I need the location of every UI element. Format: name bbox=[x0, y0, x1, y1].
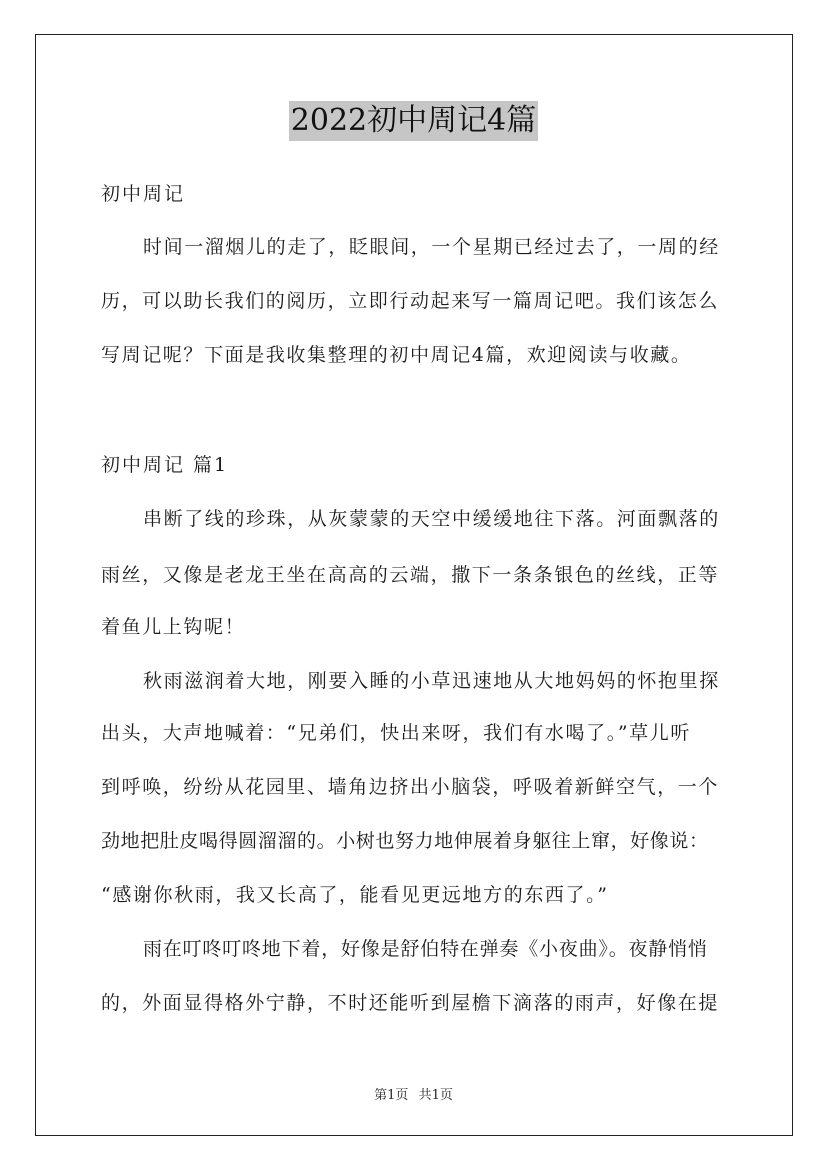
part1-line-7: 劲地把肚皮喝得圆溜溜的。小树也努力地伸展着身躯往上窜，好像说： bbox=[101, 830, 709, 852]
intro-line-2: 历，可以助长我们的阅历，立即行动起来写一篇周记吧。我们该怎么 bbox=[101, 290, 720, 312]
part1-line-10: 的，外面显得格外宁静，不时还能听到屋檐下滴落的雨声，好像在提 bbox=[101, 992, 720, 1014]
part1-line-5: 出头，大声地喊着：“兄弟们，快出来呀，我们有水喝了。”草儿听 bbox=[101, 722, 691, 744]
footer-page-current: 第1页 bbox=[374, 1088, 409, 1103]
document-title: 2022初中周记4篇 bbox=[289, 101, 538, 141]
part1-line-6: 到呼唤，纷纷从花园里、墙角边挤出小脑袋，呼吸着新鲜空气，一个 bbox=[101, 776, 720, 798]
part1-line-8: “感谢你秋雨，我又长高了，能看见更远地方的东西了。” bbox=[101, 884, 609, 906]
part1-line-3: 着鱼儿上钩呢！ bbox=[101, 616, 246, 638]
part1-line-4: 秋雨滋润着大地，刚要入睡的小草迅速地从大地妈妈的怀抱里探 bbox=[143, 670, 720, 692]
intro-heading: 初中周记 bbox=[101, 183, 186, 205]
part1-line-2: 雨丝，又像是老龙王坐在高高的云端，撒下一条条银色的丝线，正等 bbox=[101, 564, 720, 586]
page-footer bbox=[0, 1084, 827, 1103]
part1-line-1: 串断了线的珍珠，从灰蒙蒙的天空中缓缓地往下落。河面飘落的 bbox=[143, 508, 720, 530]
part1-line-9: 雨在叮咚叮咚地下着，好像是舒伯特在弹奏《小夜曲》。夜静悄悄 bbox=[143, 938, 708, 960]
title-wrap bbox=[0, 101, 827, 141]
intro-line-1: 时间一溜烟儿的走了，眨眼间，一个星期已经过去了，一周的经 bbox=[143, 236, 720, 258]
part1-heading: 初中周记 篇1 bbox=[101, 454, 229, 476]
footer-page-total: 共1页 bbox=[418, 1088, 453, 1103]
intro-line-3: 写周记呢？下面是我收集整理的初中周记4篇，欢迎阅读与收藏。 bbox=[101, 344, 692, 366]
